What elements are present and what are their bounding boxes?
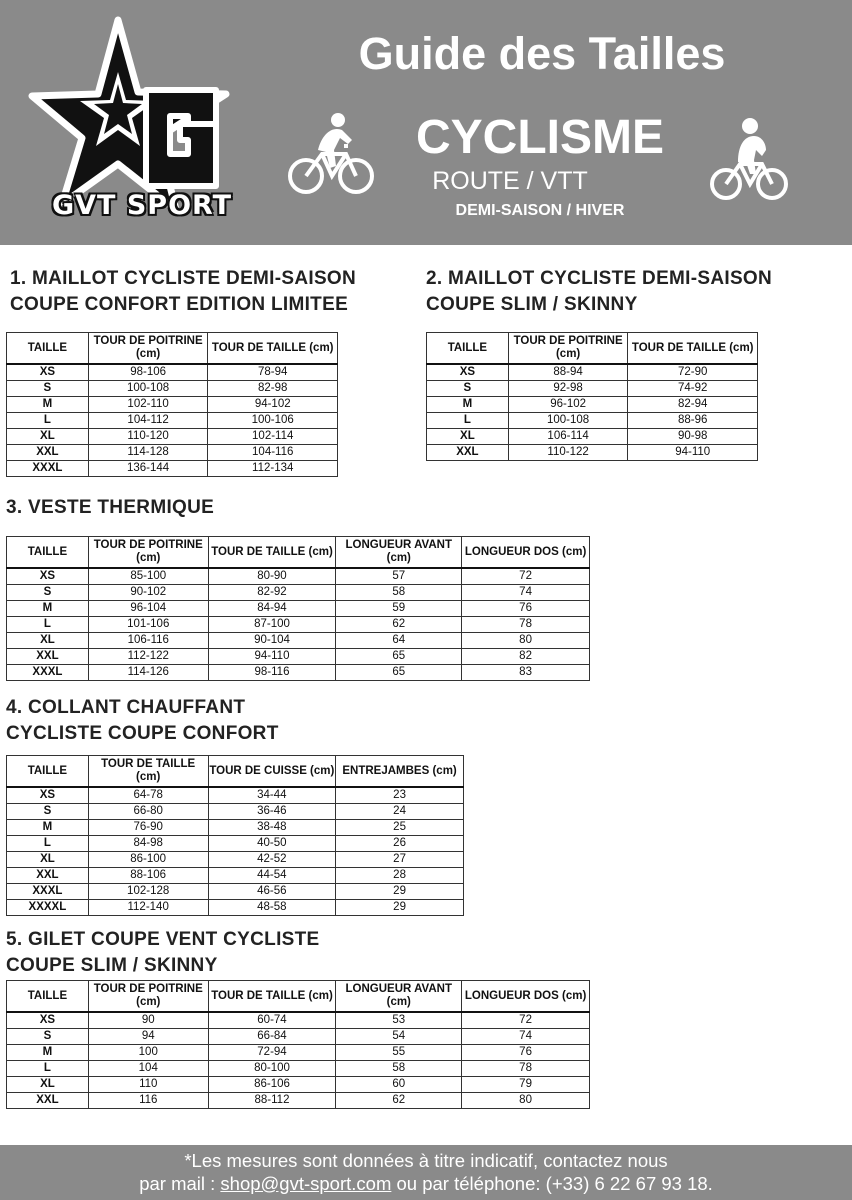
measure-cell: 96-104 [88, 601, 208, 617]
column-header: LONGUEUR DOS (cm) [462, 981, 590, 1013]
measure-cell: 72-94 [208, 1045, 336, 1061]
size-cell: XXXXL [7, 900, 89, 916]
measure-cell: 29 [336, 884, 464, 900]
measure-cell: 36-46 [208, 804, 336, 820]
column-header: TAILLE [7, 333, 89, 365]
size-cell: L [7, 617, 89, 633]
table-row [7, 413, 338, 429]
table-row [7, 601, 590, 617]
measure-cell: 90-102 [88, 585, 208, 601]
size-cell: XXXL [7, 461, 89, 477]
size-cell: M [7, 397, 89, 413]
table-row [7, 568, 590, 585]
brand-name: GVT SPORT [51, 190, 233, 221]
table-row [7, 1061, 590, 1077]
section-5-title-line-1: 5. GILET COUPE VENT CYCLISTE [6, 929, 320, 950]
column-header: TOUR DE TAILLE (cm) [208, 981, 336, 1013]
measure-cell: 94-110 [208, 649, 336, 665]
measure-cell: 100-108 [88, 381, 208, 397]
table-row [427, 413, 758, 429]
measure-cell: 74-92 [628, 381, 758, 397]
footer-disclaimer: *Les mesures sont données à titre indicatif, contactez nous [184, 1150, 668, 1171]
measure-cell: 74 [462, 585, 590, 601]
measure-cell: 26 [336, 836, 464, 852]
measure-cell: 80-90 [208, 568, 336, 585]
column-header: LONGUEUR AVANT (cm) [336, 981, 462, 1013]
measure-cell: 110 [88, 1077, 208, 1093]
measure-cell: 94-110 [628, 445, 758, 461]
section-3-title-line-1: 3. VESTE THERMIQUE [6, 497, 215, 518]
measure-cell: 82-94 [628, 397, 758, 413]
table-row [7, 1029, 590, 1045]
table-row [7, 649, 590, 665]
measure-cell: 65 [336, 665, 462, 681]
section-2-title [426, 266, 772, 318]
measure-cell: 34-44 [208, 787, 336, 804]
size-cell: M [7, 601, 89, 617]
table-row [7, 1077, 590, 1093]
measure-cell: 48-58 [208, 900, 336, 916]
size-cell: XL [7, 1077, 89, 1093]
table-row [7, 884, 464, 900]
measure-cell: 94 [88, 1029, 208, 1045]
size-cell: XXL [7, 649, 89, 665]
section-5-title-line-2: COUPE SLIM / SKINNY [6, 955, 218, 976]
measure-cell: 90 [88, 1012, 208, 1029]
section-1-title-line-2: COUPE CONFORT EDITION LIMITEE [10, 294, 349, 315]
measure-cell: 60 [336, 1077, 462, 1093]
measure-cell: 27 [336, 852, 464, 868]
measure-cell: 100-106 [208, 413, 338, 429]
size-cell: XXL [7, 868, 89, 884]
measure-cell: 92-98 [508, 381, 628, 397]
table-row [7, 381, 338, 397]
column-header: LONGUEUR AVANT (cm) [336, 537, 462, 569]
measure-cell: 72 [462, 568, 590, 585]
column-header: TAILLE [427, 333, 509, 365]
size-table-maillot-slim [426, 332, 758, 461]
measure-cell: 114-126 [88, 665, 208, 681]
footer-note [0, 1145, 852, 1200]
section-4-title [6, 695, 279, 747]
section-4-title-line-2: CYCLISTE COUPE CONFORT [6, 723, 279, 744]
table-row [7, 445, 338, 461]
size-cell: XL [7, 852, 89, 868]
measure-cell: 76 [462, 1045, 590, 1061]
measure-cell: 79 [462, 1077, 590, 1093]
size-table-gilet-coupe-vent [6, 980, 590, 1109]
measure-cell: 96-102 [508, 397, 628, 413]
size-cell: L [427, 413, 509, 429]
column-header: TOUR DE POITRINE (cm) [88, 981, 208, 1013]
measure-cell: 80 [462, 633, 590, 649]
email-link[interactable]: shop@gvt-sport.com [220, 1173, 392, 1194]
column-header: ENTREJAMBES (cm) [336, 756, 464, 788]
season-label: DEMI-SAISON / HIVER [455, 202, 625, 219]
sport-subtitle: ROUTE / VTT [432, 167, 588, 195]
table-row [7, 1012, 590, 1029]
measure-cell: 72 [462, 1012, 590, 1029]
measure-cell: 114-128 [88, 445, 208, 461]
table-row [7, 397, 338, 413]
measure-cell: 98-116 [208, 665, 336, 681]
measure-cell: 94-102 [208, 397, 338, 413]
measure-cell: 74 [462, 1029, 590, 1045]
table-row [427, 364, 758, 381]
measure-cell: 59 [336, 601, 462, 617]
section-2-title-line-2: COUPE SLIM / SKINNY [426, 294, 638, 315]
section-1-title [10, 266, 356, 318]
table-row [7, 461, 338, 477]
measure-cell: 82 [462, 649, 590, 665]
measure-cell: 88-106 [88, 868, 208, 884]
table-header-row [7, 981, 590, 1013]
measure-cell: 84-98 [88, 836, 208, 852]
measure-cell: 88-112 [208, 1093, 336, 1109]
size-cell: XS [7, 364, 89, 381]
section-4-title-line-1: 4. COLLANT CHAUFFANT [6, 697, 246, 718]
measure-cell: 112-140 [88, 900, 208, 916]
size-cell: M [427, 397, 509, 413]
table-row [427, 397, 758, 413]
size-cell: L [7, 413, 89, 429]
size-cell: XL [427, 429, 509, 445]
size-cell: M [7, 1045, 89, 1061]
column-header: TAILLE [7, 981, 89, 1013]
column-header: TOUR DE TAILLE (cm) [88, 756, 208, 788]
measure-cell: 80 [462, 1093, 590, 1109]
size-table-maillot-confort [6, 332, 338, 477]
size-cell: L [7, 1061, 89, 1077]
size-cell: XXL [427, 445, 509, 461]
size-cell: XS [7, 1012, 89, 1029]
table-row [7, 820, 464, 836]
section-3-title [6, 495, 214, 521]
measure-cell: 90-104 [208, 633, 336, 649]
measure-cell: 88-94 [508, 364, 628, 381]
measure-cell: 53 [336, 1012, 462, 1029]
table-row [7, 787, 464, 804]
measure-cell: 86-100 [88, 852, 208, 868]
section-1-title-line-1: 1. MAILLOT CYCLISTE DEMI-SAISON [10, 268, 357, 289]
measure-cell: 86-106 [208, 1077, 336, 1093]
measure-cell: 83 [462, 665, 590, 681]
table-row [7, 364, 338, 381]
measure-cell: 29 [336, 900, 464, 916]
measure-cell: 38-48 [208, 820, 336, 836]
table-row [7, 852, 464, 868]
measure-cell: 64-78 [88, 787, 208, 804]
table-header-row [7, 756, 464, 788]
table-row [427, 445, 758, 461]
measure-cell: 84-94 [208, 601, 336, 617]
measure-cell: 66-80 [88, 804, 208, 820]
size-cell: S [7, 381, 89, 397]
page-title: Guide des Tailles [358, 28, 726, 79]
measure-cell: 40-50 [208, 836, 336, 852]
column-header: TOUR DE TAILLE (cm) [208, 333, 338, 365]
table-header-row [7, 537, 590, 569]
table-row [7, 633, 590, 649]
section-5-title [6, 927, 320, 979]
measure-cell: 104-116 [208, 445, 338, 461]
size-cell: M [7, 820, 89, 836]
measure-cell: 116 [88, 1093, 208, 1109]
measure-cell: 101-106 [88, 617, 208, 633]
table-row [7, 1045, 590, 1061]
measure-cell: 62 [336, 1093, 462, 1109]
measure-cell: 110-122 [508, 445, 628, 461]
mtb-cyclist-icon [710, 116, 788, 206]
table-row [427, 381, 758, 397]
size-table-veste-thermique [6, 536, 590, 681]
size-cell: S [427, 381, 509, 397]
table-header-row [427, 333, 758, 365]
size-cell: L [7, 836, 89, 852]
measure-cell: 66-84 [208, 1029, 336, 1045]
column-header: LONGUEUR DOS (cm) [462, 537, 590, 569]
measure-cell: 104-112 [88, 413, 208, 429]
table-row [7, 665, 590, 681]
size-cell: XS [7, 787, 89, 804]
footer-phone: ou par téléphone: (+33) 6 22 67 93 18. [391, 1173, 713, 1194]
measure-cell: 100 [88, 1045, 208, 1061]
measure-cell: 98-106 [88, 364, 208, 381]
table-row [7, 429, 338, 445]
column-header: TOUR DE TAILLE (cm) [208, 537, 336, 569]
size-cell: S [7, 1029, 89, 1045]
size-cell: XXL [7, 445, 89, 461]
table-row [7, 804, 464, 820]
measure-cell: 88-96 [628, 413, 758, 429]
road-cyclist-icon [286, 110, 376, 200]
column-header: TAILLE [7, 756, 89, 788]
measure-cell: 78-94 [208, 364, 338, 381]
table-row [7, 836, 464, 852]
measure-cell: 87-100 [208, 617, 336, 633]
size-cell: XS [7, 568, 89, 585]
measure-cell: 46-56 [208, 884, 336, 900]
measure-cell: 65 [336, 649, 462, 665]
column-header: TOUR DE CUISSE (cm) [208, 756, 336, 788]
section-2-title-line-1: 2. MAILLOT CYCLISTE DEMI-SAISON [426, 268, 773, 289]
table-row [427, 429, 758, 445]
table-row [7, 900, 464, 916]
column-header: TOUR DE TAILLE (cm) [628, 333, 758, 365]
measure-cell: 106-114 [508, 429, 628, 445]
measure-cell: 25 [336, 820, 464, 836]
measure-cell: 54 [336, 1029, 462, 1045]
measure-cell: 23 [336, 787, 464, 804]
sport-title: CYCLISME [415, 111, 664, 164]
measure-cell: 64 [336, 633, 462, 649]
size-cell: XL [7, 429, 89, 445]
measure-cell: 104 [88, 1061, 208, 1077]
table-row [7, 868, 464, 884]
measure-cell: 42-52 [208, 852, 336, 868]
size-cell: XXL [7, 1093, 89, 1109]
measure-cell: 24 [336, 804, 464, 820]
measure-cell: 110-120 [88, 429, 208, 445]
measure-cell: 102-110 [88, 397, 208, 413]
column-header: TAILLE [7, 537, 89, 569]
header-banner [0, 0, 852, 245]
measure-cell: 76-90 [88, 820, 208, 836]
footer-contact [0, 1172, 852, 1195]
size-cell: XXXL [7, 665, 89, 681]
table-header-row [7, 333, 338, 365]
measure-cell: 78 [462, 617, 590, 633]
measure-cell: 58 [336, 1061, 462, 1077]
size-cell: S [7, 804, 89, 820]
column-header: TOUR DE POITRINE (cm) [508, 333, 628, 365]
measure-cell: 62 [336, 617, 462, 633]
measure-cell: 90-98 [628, 429, 758, 445]
measure-cell: 106-116 [88, 633, 208, 649]
size-cell: S [7, 585, 89, 601]
measure-cell: 100-108 [508, 413, 628, 429]
measure-cell: 112-122 [88, 649, 208, 665]
measure-cell: 44-54 [208, 868, 336, 884]
measure-cell: 58 [336, 585, 462, 601]
measure-cell: 112-134 [208, 461, 338, 477]
measure-cell: 78 [462, 1061, 590, 1077]
measure-cell: 55 [336, 1045, 462, 1061]
measure-cell: 82-98 [208, 381, 338, 397]
table-row [7, 585, 590, 601]
measure-cell: 76 [462, 601, 590, 617]
table-row [7, 1093, 590, 1109]
measure-cell: 82-92 [208, 585, 336, 601]
size-cell: XXXL [7, 884, 89, 900]
size-cell: XS [427, 364, 509, 381]
footer-contact-prefix: par mail : [139, 1173, 221, 1194]
measure-cell: 80-100 [208, 1061, 336, 1077]
size-cell: XL [7, 633, 89, 649]
measure-cell: 85-100 [88, 568, 208, 585]
column-header: TOUR DE POITRINE (cm) [88, 333, 208, 365]
measure-cell: 102-114 [208, 429, 338, 445]
size-table-collant-chauffant [6, 755, 464, 916]
measure-cell: 28 [336, 868, 464, 884]
measure-cell: 60-74 [208, 1012, 336, 1029]
measure-cell: 57 [336, 568, 462, 585]
measure-cell: 136-144 [88, 461, 208, 477]
measure-cell: 72-90 [628, 364, 758, 381]
table-row [7, 617, 590, 633]
column-header: TOUR DE POITRINE (cm) [88, 537, 208, 569]
measure-cell: 102-128 [88, 884, 208, 900]
